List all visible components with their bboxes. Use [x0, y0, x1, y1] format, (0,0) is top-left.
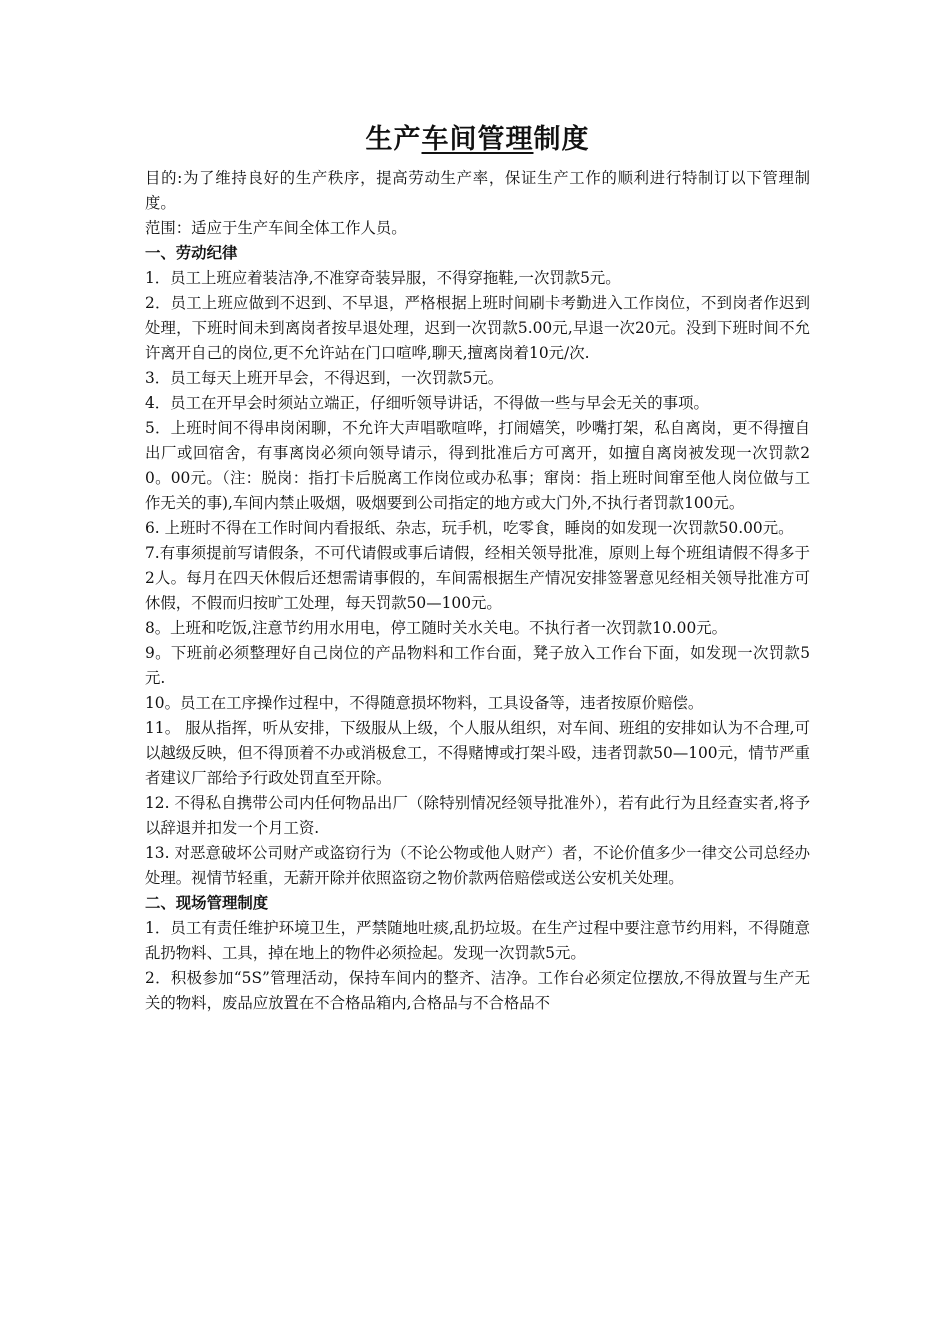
rule-paragraph: 11。 服从指挥，听从安排，下级服从上级，个人服从组织，对车间、班组的安排如认为不合理,可以越级反映，但不得顶着不办或消极怠工，不得赌博或打架斗殴，违者罚款50—100元，情节严重者建议厂部给予行政处罚直至开除。 — [145, 719, 810, 787]
document-title — [145, 118, 810, 162]
rule-paragraph: 5．上班时间不得串岗闲聊，不允许大声唱歌喧哗，打闹嬉笑，吵嘴打架，私自离岗，更不得擅自出厂或回宿舍，有事离岗必须向领导请示，得到批准后方可离开，如擅自离岗被发现一次罚款20。00元。（注：脱岗：指打卡后脱离工作岗位或办私事；窜岗：指上班时间窜至他人岗位做与工作无关的事),车间内禁止吸烟，吸烟要到公司指定的地方或大门外,不执行者罚款100元。 — [145, 419, 810, 512]
title-part-2-underlined: 车间管理 — [421, 124, 534, 155]
rule-paragraph: 9。下班前必须整理好自己岗位的产品物料和工作台面，凳子放入工作台下面，如发现一次罚款5元. — [145, 644, 810, 687]
title-part-1: 生产 — [365, 124, 422, 155]
scope-paragraph: 范围：适应于生产车间全体工作人员。 — [145, 219, 407, 237]
rule-paragraph: 12. 不得私自携带公司内任何物品出厂（除特别情况经领导批准外），若有此行为且经查实者,将予以辞退并扣发一个月工资. — [145, 794, 810, 837]
rule-paragraph: 8。上班和吃饭,注意节约用水用电，停工随时关水关电。不执行者一次罚款10.00元。 — [145, 619, 728, 637]
rule-paragraph: 4．员工在开早会时须站立端正，仔细听领导讲话，不得做一些与早会无关的事项。 — [145, 394, 709, 412]
title-part-3: 制度 — [533, 124, 590, 155]
rule-paragraph: 7.有事须提前写请假条，不可代请假或事后请假，经相关领导批准，原则上每个班组请假不得多于2人。每月在四天休假后还想需请事假的，车间需根据生产情况安排签署意见经相关领导批准方可休假，不假而归按旷工处理，每天罚款50—100元。 — [145, 544, 810, 612]
section-heading-labor-discipline: 一、劳动纪律 — [145, 244, 238, 262]
purpose-paragraph: 目的:为了维持良好的生产秩序，提高劳动生产率，保证生产工作的顺利进行特制订以下管理制度。 — [145, 169, 810, 212]
rule-paragraph: 3．员工每天上班开早会，不得迟到，一次罚款5元。 — [145, 369, 504, 387]
rule-paragraph: 1．员工有责任维护环境卫生，严禁随地吐痰,乱扔垃圾。在生产过程中要注意节约用料，不得随意乱扔物料、工具，掉在地上的物件必须捡起。发现一次罚款5元。 — [145, 919, 810, 962]
rule-paragraph: 10。员工在工序操作过程中，不得随意损坏物料，工具设备等，违者按原价赔偿。 — [145, 694, 704, 712]
rule-paragraph: 1．员工上班应着装洁净,不准穿奇装异服，不得穿拖鞋,一次罚款5元。 — [145, 269, 621, 287]
rule-paragraph: 6. 上班时不得在工作时间内看报纸、杂志，玩手机，吃零食，睡岗的如发现一次罚款50.00元。 — [145, 519, 794, 537]
document-page — [145, 118, 810, 1016]
rule-paragraph: 2．积极参加“5S”管理活动，保持车间内的整齐、洁净。工作台必须定位摆放,不得放置与生产无关的物料，废品应放置在不合格品箱内,合格品与不合格品不 — [145, 969, 810, 1012]
rule-paragraph: 13. 对恶意破坏公司财产或盗窃行为（不论公物或他人财产）者，不论价值多少一律交公司总经办处理。视情节轻重，无薪开除并依照盗窃之物价款两倍赔偿或送公安机关处理。 — [145, 844, 810, 887]
section-heading-site-management: 二、现场管理制度 — [145, 894, 269, 912]
rule-paragraph: 2．员工上班应做到不迟到、不早退，严格根据上班时间刷卡考勤进入工作岗位，不到岗者作迟到处理，下班时间未到离岗者按早退处理，迟到一次罚款5.00元,早退一次20元。没到下班时间不允许离开自己的岗位,更不允许站在门口喧哗,聊天,擅离岗着10元/次. — [145, 294, 810, 362]
